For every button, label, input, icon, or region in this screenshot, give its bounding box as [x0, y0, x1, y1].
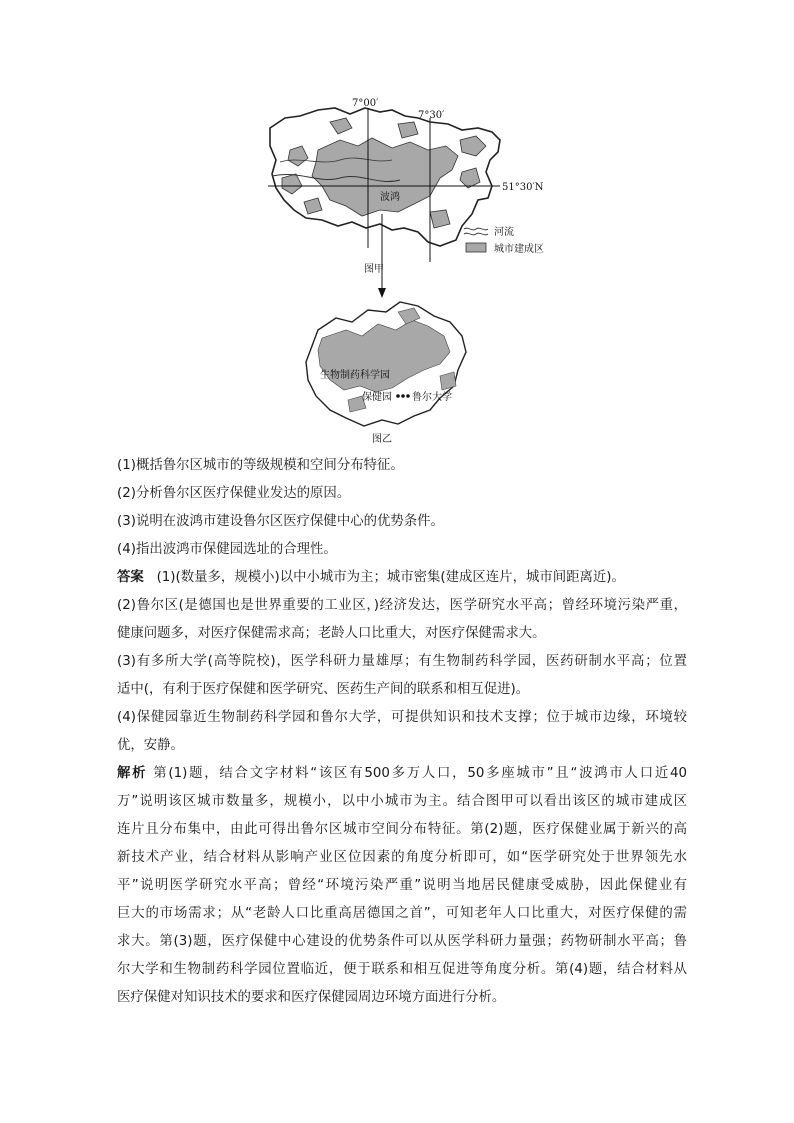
- answer-line: 优，安静。: [117, 738, 184, 753]
- question-1: (1)概括鲁尔区城市的等级规模和空间分布特征。: [117, 458, 404, 473]
- question-2: (2)分析鲁尔区医疗保健业发达的原因。: [117, 486, 351, 501]
- analysis-text: 第(1)题，结合文字材料“该区有500多万人口，50多座城市”且“波鸿市人口近40: [153, 766, 688, 781]
- analysis-line-1: [117, 760, 687, 788]
- analysis-line: 连片且分布集中，由此可得出鲁尔区城市空间分布特征。第(2)题，医疗保健业属于新兴的高: [117, 822, 687, 837]
- analysis-line: 万”说明该区城市数量多，规模小，以中小城市为主。结合图甲可以看出该区的城市建成区: [117, 794, 687, 809]
- legend-urban-swatch: [466, 243, 486, 252]
- question-4: (4)指出波鸿市保健园选址的合理性。: [117, 542, 337, 557]
- lon-label: 7°30′: [418, 110, 445, 121]
- answer-label: 答案: [117, 570, 144, 585]
- analysis-line: 新技术产业，结合材料从影响产业区位因素的角度分析即可，如“医学研究处于世界领先水: [117, 850, 687, 865]
- analysis-line: 平”说明医学研究水平高；曾经“环境污染严重”说明当地居民健康受威胁，因此保健业有: [117, 878, 687, 893]
- answer-line-1: [117, 564, 687, 592]
- analysis-line: 巨大的市场需求；从“老龄人口比重高居德国之首”，可知老年人口比重大，对医疗保健的需: [117, 906, 687, 921]
- lon-label: 7°00′: [352, 98, 379, 109]
- analysis-line: 求大。第(3)题，医疗保健中心建设的优势条件可以从医学科研力量强；药物研制水平高；鲁: [117, 934, 687, 949]
- legend-river-label: 河流: [494, 227, 514, 238]
- lat-label: 51°30′N: [502, 182, 544, 193]
- analysis-line: 医疗保健对知识技术的要求和医疗保健园周边环境方面进行分析。: [117, 990, 506, 1005]
- legend-urban-label: 城市建成区: [494, 244, 544, 255]
- question-3: (3)说明在波鸿市建设鲁尔区医疗保健中心的优势条件。: [117, 514, 444, 529]
- analysis-line: 尔大学和生物制药科学园位置临近，便于联系和相互促进等角度分析。第(4)题，结合材料从: [117, 962, 687, 977]
- health-park-label: 保健园: [362, 392, 392, 403]
- city-label: 波鸿: [380, 192, 400, 203]
- univ-label: 鲁尔大学: [412, 392, 452, 403]
- map-figure: [0, 0, 794, 450]
- analysis-block: [117, 760, 687, 1012]
- analysis-label: 解析: [117, 766, 148, 781]
- legend-river-symbol: [464, 228, 488, 235]
- answer-line: 适中(，有利于医疗保健和医学研究、医药生产间的联系和相互促进)。: [117, 682, 530, 697]
- biopark-label: 生物制药科学园: [320, 370, 390, 381]
- map-a: [268, 98, 544, 275]
- answer-block: [117, 564, 687, 760]
- caption-b: 图乙: [372, 434, 392, 445]
- map-b: [306, 302, 466, 445]
- question-list: [117, 452, 687, 564]
- answer-line: (2)鲁尔区(是德国也是世界重要的工业区，)经济发达，医学研究水平高；曾经环境污染严重，: [117, 598, 687, 613]
- caption-a: 图甲: [364, 264, 384, 275]
- univ-dot: [406, 394, 410, 398]
- answer-line: (3)有多所大学(高等院校)，医学科研力量雄厚；有生物制药科学园，医药研制水平高；位置: [117, 654, 687, 669]
- health-park-dot: [396, 394, 400, 398]
- answer-text: (1)(数量多，规模小)以中小城市为主；城市密集(建成区连片，城市间距离近)。: [156, 570, 625, 585]
- answer-line: (4)保健园靠近生物制药科学园和鲁尔大学，可提供知识和技术支撑；位于城市边缘，环境较: [117, 710, 687, 725]
- arrow-head: [378, 288, 386, 298]
- answer-line: 健康问题多，对医疗保健需求高；老龄人口比重大，对医疗保健需求大。: [117, 626, 546, 641]
- health-park-dot: [401, 394, 405, 398]
